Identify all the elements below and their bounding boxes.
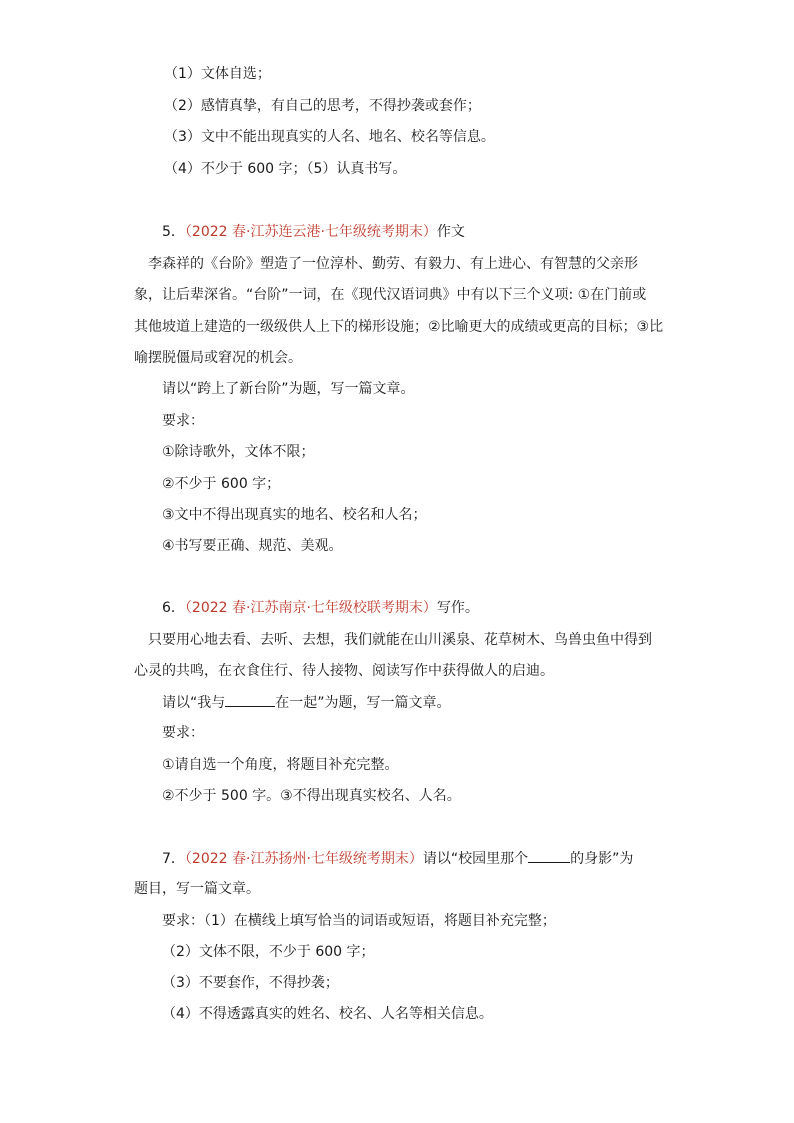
q7-requirement-3: （3）不要套作，不得抄袭；	[162, 975, 339, 991]
q7-number: 7．	[162, 851, 185, 867]
q5-requirement-2: ②不少于 600 字；	[162, 476, 281, 492]
q6-requirements-title: 要求：	[162, 725, 204, 741]
q6-prompt-before: 请以“我与	[162, 695, 226, 711]
intro-item-1: （1）文体自选；	[164, 66, 271, 82]
q6-passage-line-2: 心灵的共鸣，在衣食住行、待人接物、阅读写作中获得做人的启迪。	[134, 663, 554, 679]
q5-source: （2022 春·江苏连云港·七年级统考期末）	[184, 224, 437, 240]
q6-number: 6．	[162, 600, 185, 616]
q5-requirement-1: ①除诗歌外，文体不限；	[162, 444, 315, 460]
q7-task-before: 请以“校园里那个	[422, 851, 529, 867]
q6-title-blank	[225, 692, 275, 707]
q6-heading	[162, 598, 479, 618]
q6-source: （2022 春·江苏南京·七年级校联考期末）	[184, 600, 437, 616]
q7-source: （2022 春·江苏扬州·七年级统考期末）	[184, 851, 423, 867]
q5-number: 5．	[162, 224, 185, 240]
q7-title-blank	[528, 848, 570, 863]
q7-task-after: 的身影”为	[570, 851, 634, 867]
q5-passage-line-1: 李森祥的《台阶》塑造了一位淳朴、勤劳、有毅力、有上进心、有智慧的父亲形	[148, 256, 638, 272]
q5-requirement-4: ④书写要正确、规范、美观。	[162, 538, 343, 554]
q7-requirement-4: （4）不得透露真实的姓名、校名、人名等相关信息。	[162, 1006, 493, 1022]
q5-heading	[162, 222, 465, 242]
q5-passage-line-4: 喻摆脱僵局或窘况的机会。	[134, 350, 302, 366]
intro-item-2: （2）感情真挚，有自己的思考，不得抄袭或套作；	[164, 98, 481, 114]
q7-heading	[162, 848, 633, 869]
q6-prompt	[162, 692, 451, 713]
q6-task: 写作。	[436, 600, 479, 616]
q5-passage-line-3: 其他坡道上建造的一级级供人上下的梯形设施；②比喻更大的成绩或更高的目标；③比	[134, 319, 664, 335]
q6-passage-line-1: 只要用心地去看、去听、去想，我们就能在山川溪泉、花草树木、鸟兽虫鱼中得到	[148, 632, 652, 648]
intro-item-4: （4）不少于 600 字；（5）认真书写。	[164, 161, 407, 177]
q6-prompt-after: 在一起”为题，写一篇文章。	[275, 695, 451, 711]
q5-task: 作文	[436, 224, 465, 240]
q6-requirement-2: ②不少于 500 字。③不得出现真实校名、人名。	[162, 788, 461, 804]
intro-item-3: （3）文中不能出现真实的人名、地名、校名等信息。	[164, 129, 495, 145]
q5-requirement-3: ③文中不得出现真实的地名、校名和人名；	[162, 507, 427, 523]
q7-requirement-2: （2）文体不限，不少于 600 字；	[162, 944, 375, 960]
q6-requirement-1: ①请自选一个角度，将题目补充完整。	[162, 757, 399, 773]
q5-passage-line-2: 象，让后辈深省。“台阶”一词，在《现代汉语词典》中有以下三个义项: ①在门前或	[134, 287, 647, 303]
q7-requirement-1: 要求：（1）在横线上填写恰当的词语或短语，将题目补充完整；	[162, 913, 556, 929]
q7-heading-line-2: 题目，写一篇文章。	[134, 881, 260, 897]
q5-prompt: 请以“跨上了新台阶”为题，写一篇文章。	[162, 381, 415, 397]
q5-requirements-title: 要求：	[162, 413, 204, 429]
